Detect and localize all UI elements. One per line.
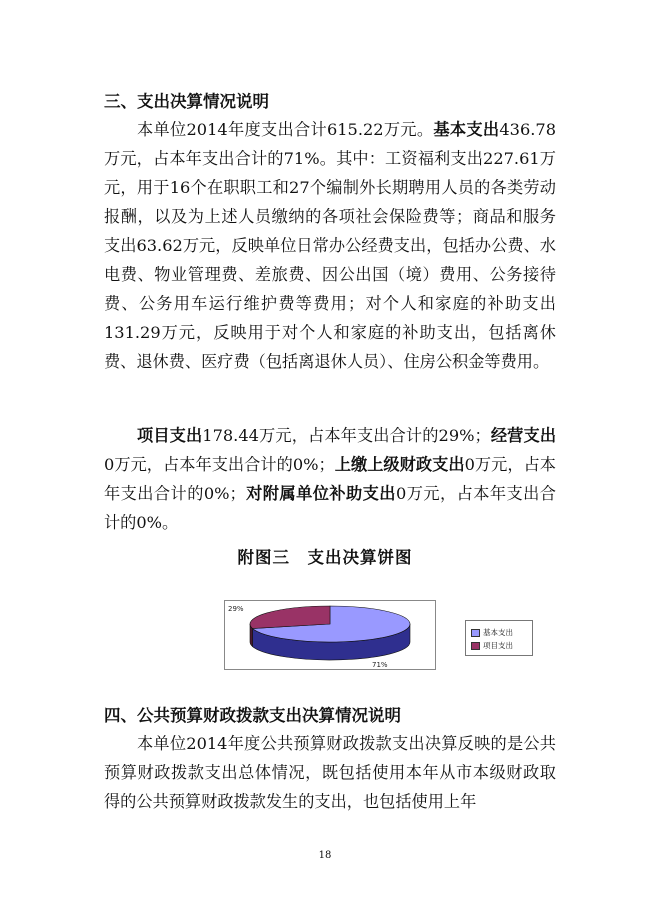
pie-label-project: 29% [228, 605, 244, 613]
bold-term-operating-expenditure: 经营支出 [490, 426, 557, 445]
figure-caption: 附图三 支出决算饼图 [237, 548, 413, 567]
paragraph-text: 0万元，占本年支出合计的0%； [104, 455, 335, 474]
bold-term-project-expenditure: 项目支出 [137, 426, 203, 445]
legend-item [471, 640, 513, 651]
public-budget-paragraph [104, 729, 556, 816]
section-heading-public-budget: 四、公共预算财政拨款支出决算情况说明 [104, 706, 401, 725]
paragraph-text: 178.44万元，占本年支出合计的29%； [202, 426, 491, 445]
bold-term-higher-level-expenditure: 上缴上级财政支出 [334, 455, 465, 474]
legend-label: 基本支出 [483, 628, 513, 637]
paragraph-text: 0万元，占本年支出合计的0%。 [104, 484, 556, 532]
pie-chart [224, 600, 436, 670]
paragraph-text: 0万元，占本年支出合计的0%； [104, 455, 556, 503]
chart-legend [465, 620, 533, 656]
legend-swatch [471, 642, 480, 650]
paragraph-text: 本单位2014年度支出合计615.22万元。 [137, 120, 434, 139]
paragraph-text: 本单位2014年度公共预算财政拨款支出决算反映的是公共预算财政拨款支出总体情况，既包括使用本年从市本级财政取得的公共预算财政拨款发生的支出，也包括使用上年 [104, 734, 556, 811]
expenditure-paragraph [104, 115, 556, 376]
pie-chart-svg [224, 600, 436, 670]
legend-swatch [471, 629, 480, 637]
page-number: 18 [318, 850, 332, 861]
project-expenditure-paragraph [104, 421, 556, 537]
pie-label-basic: 71% [372, 661, 388, 669]
legend-item [471, 627, 513, 638]
section-heading-expenditure: 三、支出决算情况说明 [104, 92, 269, 111]
paragraph-text: 436.78万元，占本年支出合计的71%。其中：工资福利支出227.61万元，用于16个在职职工和27个编制外长期聘用人员的各类劳动报酬，以及为上述人员缴纳的各项社会保险费等；商品和服务支出63.62万元，反映单位日常办公经费支出，包括办公费、水电费、物业管理费、差旅费、因公出国（境）费用、公务接待费、公务用车运行维护费等费用；对个人和家庭的补助支出131.29万元，反映用于对个人和家庭的补助支出，包括离休费、退休费、医疗费（包括离退休人员）、住房公积金等费用。 [104, 120, 557, 371]
bold-term-basic-expenditure: 基本支出 [433, 120, 500, 139]
legend-label: 项目支出 [483, 641, 513, 650]
bold-term-subsidiary-expenditure: 对附属单位补助支出 [245, 484, 396, 503]
